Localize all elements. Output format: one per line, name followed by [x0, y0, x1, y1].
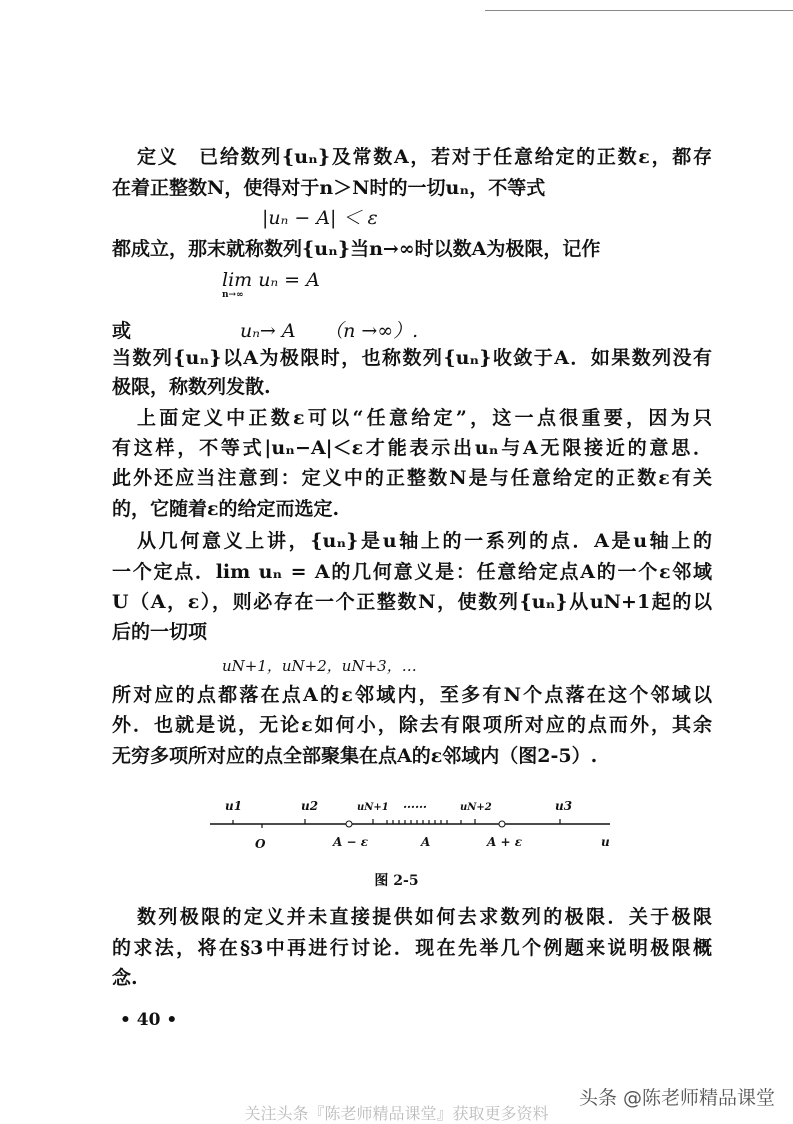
text-line: 都成立，那末就称数列{uₙ}当n→∞时以数A为极限，记作: [112, 238, 601, 260]
text-line: 的，它随着ε的给定而选定.: [112, 498, 340, 520]
label-ellipsis: ……: [403, 797, 427, 811]
formula: uₙ→ A （n →∞）.: [240, 320, 419, 342]
label-uN1: uN+1: [357, 802, 389, 813]
label-u1: u1: [225, 799, 243, 813]
text-line: 当数列{uₙ}以A为极限时，也称数列{uₙ}收敛于A．如果数列没有: [112, 347, 712, 369]
formula: |uₙ − A| ＜ ε: [262, 207, 378, 229]
open-point-a-plus-eps: [499, 821, 505, 827]
label-a-minus-eps: A − ε: [333, 835, 369, 849]
figure-caption: 图 2-5: [374, 873, 419, 889]
formula-lim-subscript: n→∞: [222, 290, 244, 300]
open-point-a-minus-eps: [346, 821, 352, 827]
text-line: 上面定义中正数ε可以“任意给定”，这一点很重要，因为只: [137, 407, 712, 429]
formula-lim: lim uₙ = A: [222, 269, 320, 291]
label-u3: u3: [555, 799, 573, 813]
text-line: 此外还应当注意到：定义中的正整数N是与任意给定的正数ε有关: [112, 467, 712, 489]
label-a-plus-eps: A + ε: [487, 835, 523, 849]
text-line: 念.: [112, 967, 138, 989]
text-line: 无穷多项所对应的点全部聚集在点A的ε邻域内（图2-5）.: [112, 745, 598, 767]
label-a: A: [421, 835, 431, 849]
label-uN2: uN+2: [460, 802, 492, 813]
text-line: 有这样，不等式|uₙ−A|＜ε才能表示出uₙ与A无限接近的意思．: [112, 437, 712, 459]
page-number: • 40 •: [120, 1010, 178, 1030]
watermark-footer: 关注头条『陈老师精品课堂』获取更多资料: [244, 1104, 549, 1123]
label-u2: u2: [301, 799, 319, 813]
text-line: 的求法，将在§3中再进行讨论．现在先举几个例题来说明极限概: [112, 937, 712, 959]
text-line: 或: [112, 320, 132, 342]
label-u-axis: u: [601, 835, 610, 849]
text-line: 外．也就是说，无论ε如何小，除去有限项所对应的点而外，其余: [112, 714, 712, 736]
text-line: 从几何意义上讲，{uₙ}是u轴上的一系列的点．A是u轴上的: [137, 530, 712, 552]
text-line: 后的一切项: [112, 621, 208, 643]
text-line: 数列极限的定义并未直接提供如何去求数列的极限．关于极限: [137, 906, 712, 928]
label-origin: O: [255, 837, 266, 851]
text-line: 所对应的点都落在点A的ε邻域内，至多有N个点落在这个邻域以: [112, 684, 712, 706]
watermark-brand: 头条 @陈老师精品课堂: [578, 1087, 775, 1109]
text-line: U（A，ε），则必存在一个正整数N，使数列{uₙ}从uN+1起的以: [112, 591, 712, 613]
number-line-figure: [205, 790, 615, 860]
text-line: 在着正整数N，使得对于n＞N时的一切uₙ，不等式: [112, 177, 546, 199]
sequence-terms: uN+1，uN+2，uN+3，…: [222, 657, 417, 675]
page-edge-line: [485, 10, 793, 11]
text-line: 极限，称数列发散.: [112, 376, 271, 398]
text-line: 定义 已给数列{uₙ}及常数A，若对于任意给定的正数ε，都存: [137, 146, 712, 168]
text-line: 一个定点．lim uₙ = A的几何意义是：任意给定点A的一个ε邻域: [112, 561, 712, 583]
